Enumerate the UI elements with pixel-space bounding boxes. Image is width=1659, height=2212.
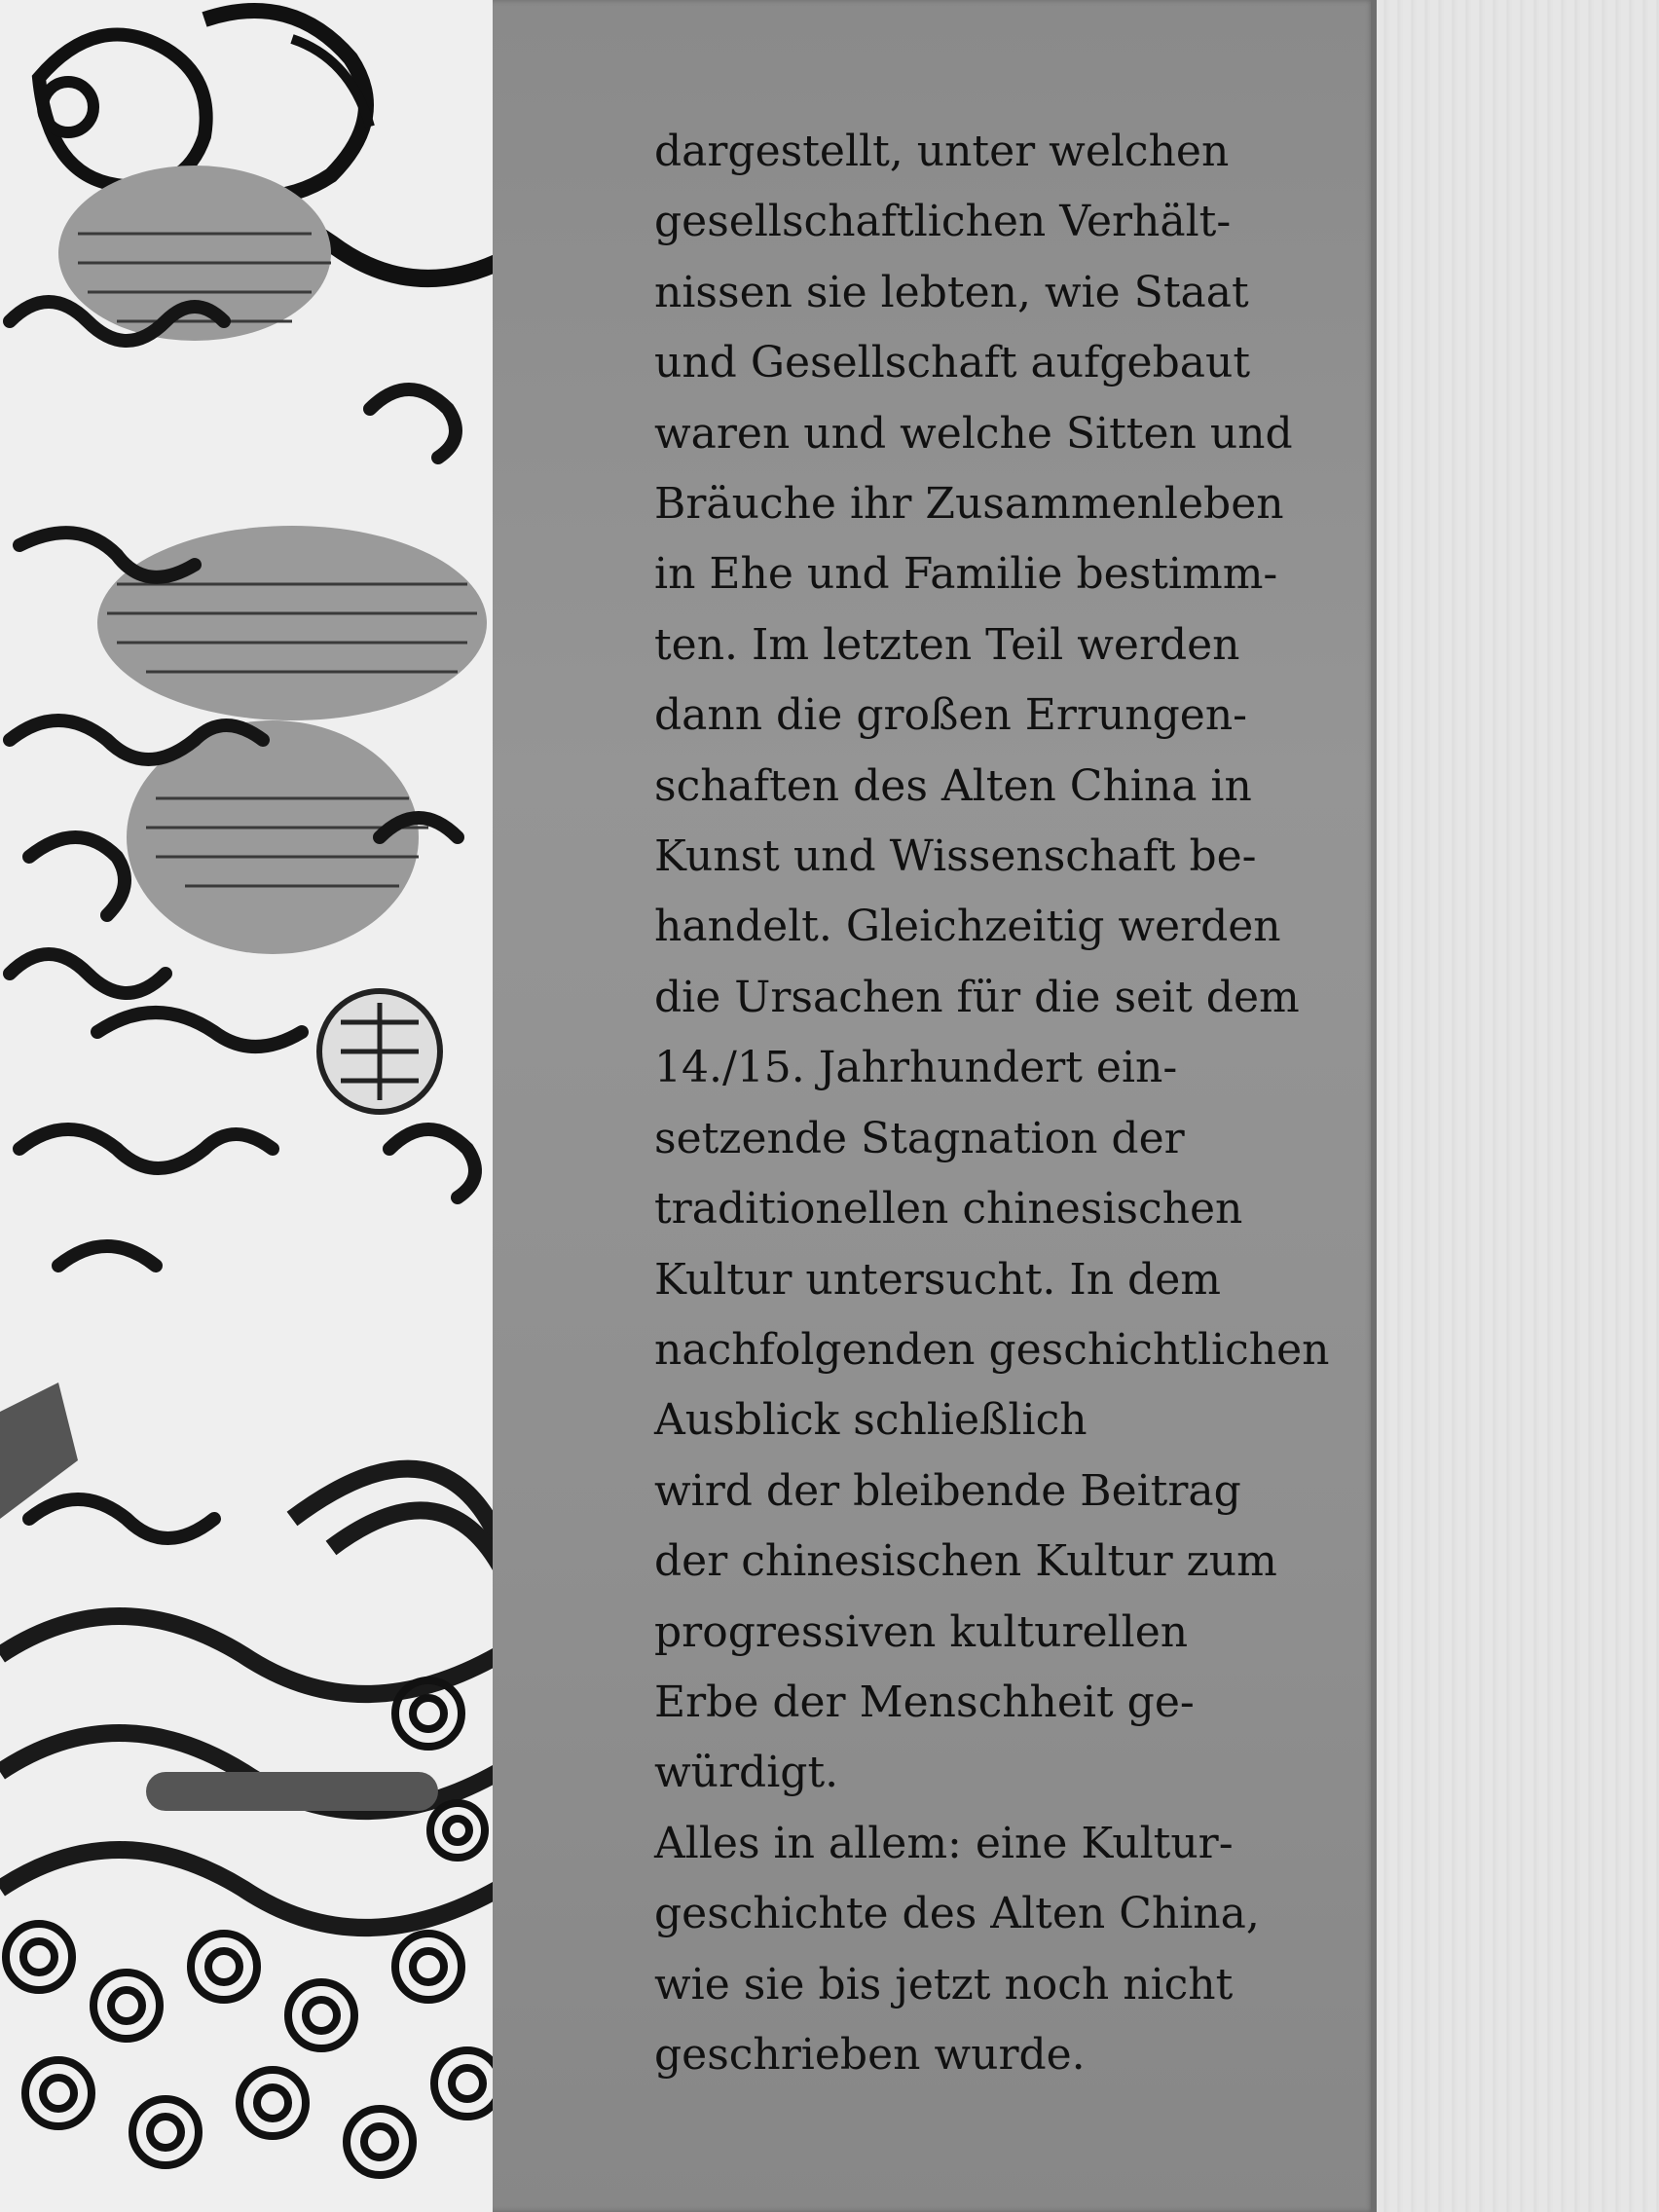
text-line: Bräuche ihr Zusammenleben — [654, 479, 1284, 530]
text-line: geschichte des Alten China, — [654, 1889, 1260, 1939]
text-line: Erbe der Menschheit ge- — [654, 1677, 1195, 1727]
text-line: setzende Stagnation der — [654, 1113, 1185, 1163]
blurb-text — [654, 117, 1355, 2090]
text-line: traditionellen chinesischen — [654, 1184, 1243, 1235]
text-line: handelt. Gleichzeitig werden — [654, 902, 1281, 952]
text-line: nissen sie lebten, wie Staat — [654, 267, 1249, 317]
text-line: würdigt. — [654, 1748, 839, 1798]
text-line: progressiven kulturellen — [654, 1606, 1189, 1657]
text-line: Alles in allem: eine Kultur- — [654, 1818, 1234, 1868]
text-line: die Ursachen für die seit dem — [654, 972, 1300, 1022]
paper-background — [1377, 0, 1659, 2212]
text-line: schaften des Alten China in — [654, 760, 1252, 811]
text-line: ten. Im letzten Teil werden — [654, 619, 1240, 670]
text-line: der chinesischen Kultur zum — [654, 1536, 1277, 1587]
text-line: Kunst und Wissenschaft be- — [654, 831, 1257, 882]
text-line: in Ehe und Familie bestimm- — [654, 549, 1278, 600]
text-line: dann die großen Errungen- — [654, 690, 1248, 741]
text-line: 14./15. Jahrhundert ein- — [654, 1043, 1178, 1093]
text-line: waren und welche Sitten und — [654, 408, 1293, 459]
text-line: Ausblick schließlich — [654, 1395, 1088, 1446]
text-line: dargestellt, unter welchen — [654, 127, 1230, 176]
text-line: Kultur untersucht. In dem — [654, 1254, 1221, 1305]
text-line: wie sie bis jetzt noch nicht — [654, 1959, 1234, 2009]
text-line: und Gesellschaft aufgebaut — [654, 338, 1251, 388]
text-line: nachfolgenden geschichtlichen — [654, 1324, 1330, 1375]
text-line: gesellschaftlichen Verhält- — [654, 197, 1232, 247]
dragon-clouds-waves-artwork — [0, 0, 498, 2212]
text-line: geschrieben wurde. — [654, 2029, 1086, 2080]
text-line: wird der bleibende Beitrag — [654, 1465, 1241, 1516]
dragon-illustration — [0, 0, 498, 2212]
